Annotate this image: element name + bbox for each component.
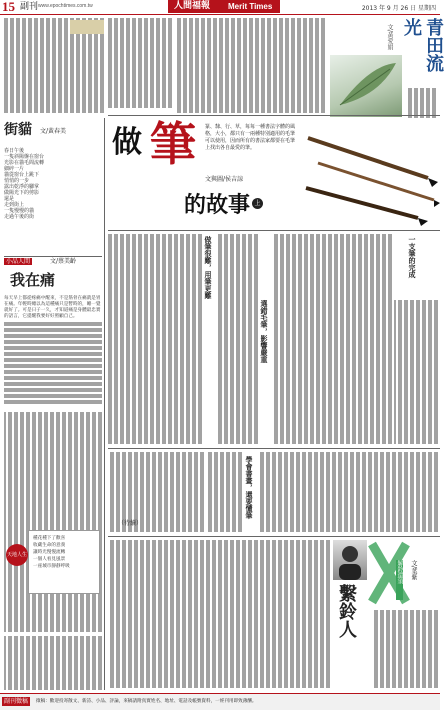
section-name: 副刊	[20, 2, 39, 12]
masthead-english: Merit Times	[228, 2, 273, 11]
divider	[108, 230, 440, 231]
leaf-illustration	[330, 55, 402, 117]
essay-title: 我在痛	[10, 271, 56, 289]
poem-line: 一隻慢慢的貓	[4, 208, 35, 214]
issue-date: 2013 年 9 月 26 日 星期四	[361, 5, 436, 12]
poem-line: 還是	[4, 196, 15, 202]
sidebar-poem-line: 一座城市靜靜呼吸	[33, 564, 70, 569]
x-logo-icon	[368, 540, 410, 606]
divider	[108, 536, 440, 537]
poem-line: 細碎一片	[4, 166, 25, 172]
divider	[108, 448, 440, 449]
author-portrait	[333, 540, 367, 580]
feature-body-col	[216, 234, 258, 444]
footer-bar	[0, 693, 440, 710]
divider	[104, 118, 105, 690]
sidebar-poem-line: 讓時光慢慢流轉	[33, 550, 66, 555]
poem-line: 光影在貓毛間流轉	[4, 160, 45, 166]
leaf-photo	[330, 55, 402, 117]
column-logo	[368, 540, 410, 606]
column-photo	[70, 20, 104, 34]
feature-subhead-2: 做筆很難，用筆更難	[204, 236, 213, 299]
feature-subhead-4: 學會書畫，還要懂筆	[245, 456, 254, 519]
poem-line: 做陽光下的剪影	[4, 190, 40, 196]
poem-line: 貓從窗台上跳下	[4, 172, 40, 178]
brushes-photo	[298, 118, 440, 228]
brushes-illustration	[298, 118, 440, 228]
feature-title-char1: 做	[112, 125, 142, 160]
poem-line: 悄悄的一步	[4, 178, 30, 184]
essay-text-continued	[4, 322, 102, 406]
masthead-chinese: 人間福報	[174, 1, 211, 11]
footer-label: 副刊徵稿	[4, 698, 29, 705]
qingtian-text	[175, 18, 325, 113]
xiaoren-tag: 解鈴還須	[396, 560, 403, 600]
poem-line: 走過午後的街	[4, 214, 35, 220]
left-bottom-text	[4, 412, 102, 632]
sidebar-poem-title: 天地人生	[6, 544, 28, 566]
poem-line: 一隻斜陽盤在窗台	[4, 154, 45, 160]
footer-text: 徵稿：歡迎投寄散文、新詩、小品、評論，來稿請附真實姓名、地址、電話及帳號資料，一經刊用即致薄酬。	[36, 699, 257, 704]
sidebar-poem-line: 收藏生命的意義	[33, 543, 66, 548]
xiaoren-byline: 文/葉紫	[410, 560, 417, 581]
sidebar-poem-lines	[33, 535, 95, 589]
essay-byline: 文/蔡美齡	[50, 258, 77, 265]
masthead	[168, 0, 280, 13]
xiaoren-text	[108, 540, 330, 688]
page-number: 15	[2, 0, 15, 14]
xiaoren-text-continued	[372, 610, 438, 688]
sidebar-poem-line: 一個人看見風景	[33, 557, 66, 562]
feature-body-col	[394, 300, 438, 444]
poem-lines	[4, 148, 100, 252]
author-photo	[333, 540, 367, 580]
qingtian-title: 青田流光	[401, 18, 444, 72]
essay-body: 每天早上都從疼痛中醒來，不是筋骨在痛就是胃在痛。年輕時總以為這種痛只是暫時的，睡一覺就好了。可是日子一久，才知道痛是身體最忠實的語言，它提醒我要好好照顧自己。	[4, 296, 101, 319]
poem-line: 露出乾淨的腳掌	[4, 184, 40, 190]
essay-tag: 小品人間	[6, 258, 31, 265]
feature-end-mark: （待續）	[118, 520, 143, 527]
divider	[108, 115, 440, 116]
left-bottom-text-2	[4, 636, 102, 690]
feature-body-col	[206, 452, 242, 532]
feature-title-rest: 的故事	[184, 192, 251, 218]
feature-byline: 文與圖/侯吉諒	[205, 176, 244, 183]
header-url[interactable]: www.epochtimes.com.tw	[38, 3, 93, 9]
divider	[4, 256, 102, 257]
poem-line: 走到街上	[4, 202, 25, 208]
qingtian-byline: 文/黃愛娟	[386, 24, 393, 51]
feature-body-col	[108, 234, 202, 444]
page-header	[0, 0, 440, 15]
sidebar-poem-box	[28, 530, 100, 594]
feature-subhead-3: 選錯毛筆，影響嚴重	[260, 300, 269, 363]
poem-title: 街貓	[4, 122, 32, 138]
sidebar-poem-line: 種花種下了歡喜	[33, 536, 66, 541]
xiaoren-title: 繫鈴人	[336, 584, 357, 638]
poem-byline: 文/黃春美	[40, 128, 67, 135]
continued-text-block	[108, 18, 172, 108]
feature-body-col	[258, 452, 438, 532]
feature-body-col	[272, 234, 392, 444]
feature-part-badge: 上	[252, 198, 263, 209]
feature-subhead-1: 一支筆的完成	[408, 236, 417, 278]
feature-intro: 篆、隸、行、草，每每一種書法字體的風格，大小，都只有一兩種特別適用的毛筆可以使用，因而所有的書法家都要在毛筆上找出各自最愛的筆。	[205, 124, 296, 151]
poem-line: 春日午後	[4, 148, 25, 154]
feature-title-char2: 筆	[150, 117, 196, 171]
